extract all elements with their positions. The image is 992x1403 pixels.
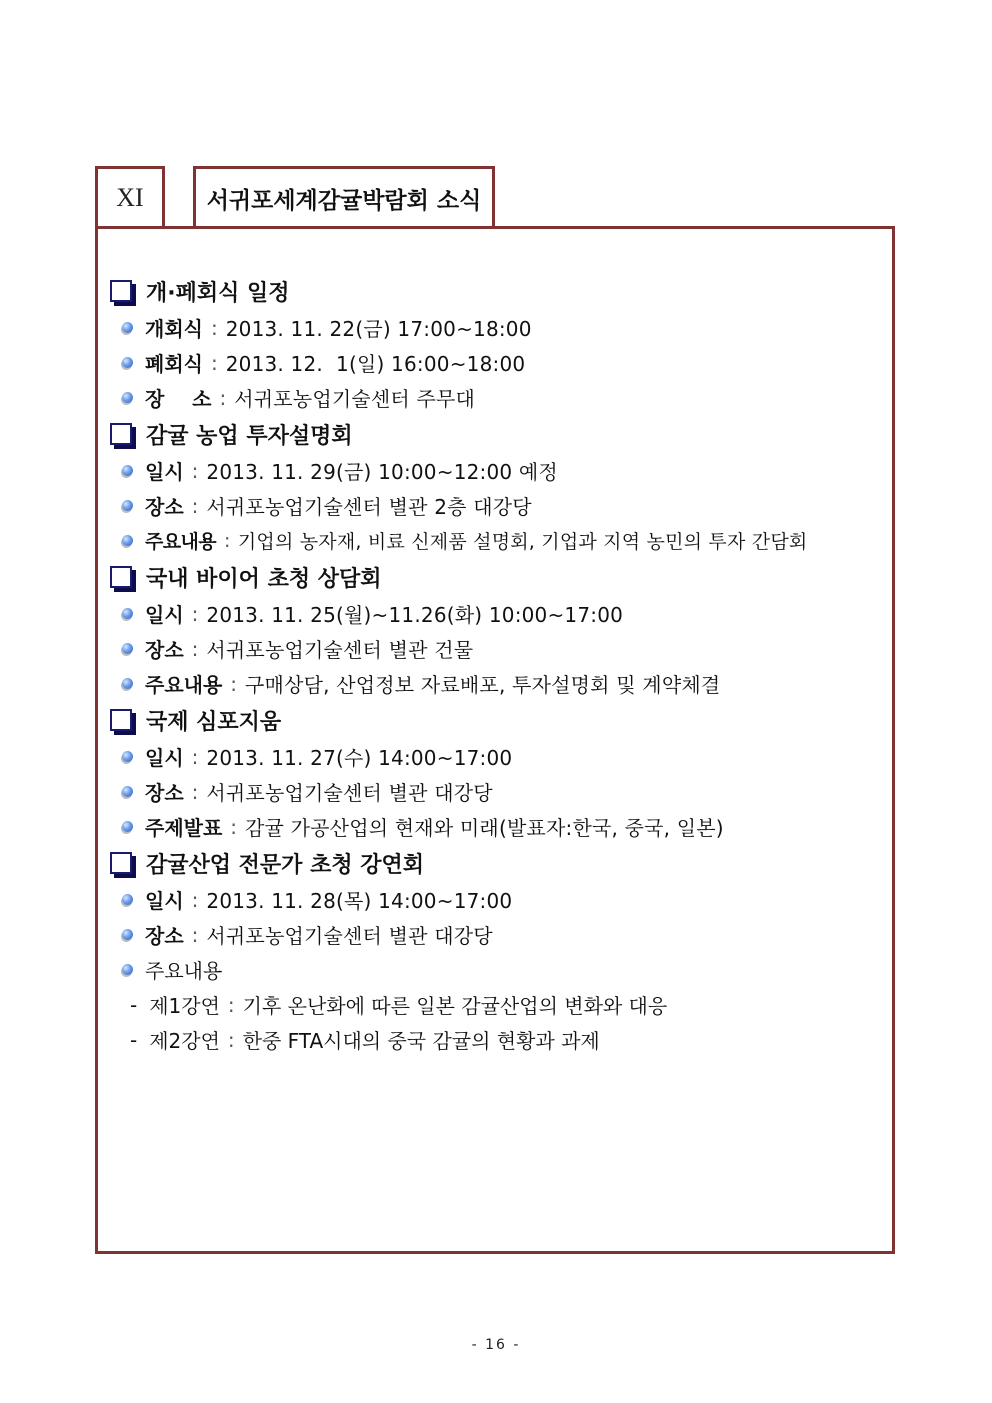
item-label: 폐회식: [145, 352, 203, 376]
item-value: 서귀포농업기술센터 주무대: [234, 387, 476, 411]
item-value: 2013. 11. 28(목) 14:00~17:00: [206, 889, 513, 913]
item-separator: :: [191, 458, 199, 483]
item-value: 서귀포농업기술센터 별관 건물: [206, 638, 474, 662]
item-value: 2013. 11. 22(금) 17:00~18:00: [225, 317, 532, 341]
item-label: 주요내용: [145, 531, 217, 553]
list-item: [110, 631, 900, 666]
section-heading: [110, 415, 900, 453]
square-bullet-icon: [110, 709, 132, 731]
section-heading: [110, 844, 900, 882]
list-item: [110, 453, 900, 488]
sub-item-value: 기후 온난화에 따른 일본 감귤산업의 변화와 대응: [242, 994, 668, 1018]
list-item: [110, 882, 900, 917]
dash-bullet: -: [130, 1027, 138, 1052]
item-value: 서귀포농업기술센터 별관 대강당: [206, 924, 493, 948]
item-label: 장 소: [145, 387, 212, 411]
page-number: - 16 -: [471, 1337, 521, 1353]
list-item: [110, 774, 900, 809]
item-value: 2013. 12. 1(일) 16:00~18:00: [225, 352, 526, 376]
blue-dot-icon: [122, 535, 133, 546]
sub-list-item: [110, 987, 900, 1022]
list-item: [110, 809, 900, 844]
blue-dot-icon: [122, 678, 133, 689]
item-separator: :: [191, 493, 199, 518]
list-item: [110, 596, 900, 631]
section-title: 국제 심포지움: [146, 709, 282, 735]
item-value: 기업의 농자재, 비료 신제품 설명회, 기업과 지역 농민의 투자 간담회: [237, 531, 808, 553]
item-label: 주요내용: [145, 673, 223, 697]
item-value: 서귀포농업기술센터 별관 대강당: [206, 781, 493, 805]
sub-list-item: [110, 1022, 900, 1057]
content-body: [110, 272, 900, 1057]
item-separator: :: [210, 350, 218, 375]
square-bullet-icon: [110, 852, 132, 874]
sub-item-label: 제1강연: [149, 994, 220, 1018]
list-item: [110, 488, 900, 523]
item-value: 2013. 11. 25(월)~11.26(화) 10:00~17:00: [206, 603, 624, 627]
list-item: [110, 666, 900, 701]
item-label: 장소: [145, 495, 184, 519]
blue-dot-icon: [122, 929, 133, 940]
list-item: [110, 310, 900, 345]
blue-dot-icon: [122, 500, 133, 511]
blue-dot-icon: [122, 357, 133, 368]
item-separator: :: [191, 744, 199, 769]
blue-dot-icon: [122, 608, 133, 619]
item-label: 장소: [145, 638, 184, 662]
section-title: 개·페회식 일정: [146, 280, 290, 306]
item-label: 개회식: [145, 317, 203, 341]
item-separator: :: [191, 601, 199, 626]
sub-item-value: 한중 FTA시대의 중국 감귤의 현황과 과제: [242, 1029, 600, 1053]
square-bullet-icon: [110, 280, 132, 302]
chapter-title: 서귀포세계감귤박람회 소식: [206, 187, 482, 214]
item-label: 일시: [145, 746, 184, 770]
list-item: [110, 739, 900, 774]
item-separator: :: [224, 529, 230, 552]
sub-item-label: 제2강연: [149, 1029, 220, 1053]
square-bullet-icon: [110, 423, 132, 445]
section-heading: [110, 701, 900, 739]
item-separator: :: [191, 887, 199, 912]
blue-dot-icon: [122, 465, 133, 476]
item-separator: :: [219, 385, 227, 410]
list-item: [110, 952, 900, 987]
item-label: 주요내용: [145, 959, 223, 983]
section-heading: [110, 558, 900, 596]
chapter-number: XI: [116, 183, 144, 212]
section-title: 감귤 농업 투자설명회: [146, 423, 353, 449]
square-bullet-icon: [110, 566, 132, 588]
blue-dot-icon: [122, 964, 133, 975]
item-value: 감귤 가공산업의 현재와 미래(발표자:한국, 중국, 일본): [245, 816, 724, 840]
item-separator: :: [227, 1027, 235, 1052]
blue-dot-icon: [122, 392, 133, 403]
section-heading: [110, 272, 900, 310]
chapter-title-box: [193, 166, 495, 227]
item-label: 일시: [145, 603, 184, 627]
item-separator: :: [191, 922, 199, 947]
list-item: [110, 917, 900, 952]
item-separator: :: [230, 671, 238, 696]
item-separator: :: [230, 814, 238, 839]
list-item: [110, 523, 900, 558]
list-item: [110, 380, 900, 415]
item-separator: :: [210, 315, 218, 340]
item-label: 장소: [145, 781, 184, 805]
chapter-number-box: [95, 166, 165, 227]
blue-dot-icon: [122, 894, 133, 905]
item-value: 2013. 11. 27(수) 14:00~17:00: [206, 746, 513, 770]
item-separator: :: [191, 636, 199, 661]
blue-dot-icon: [122, 643, 133, 654]
item-value: 서귀포농업기술센터 별관 2층 대강당: [206, 495, 532, 519]
item-label: 일시: [145, 889, 184, 913]
section-title: 국내 바이어 초청 상담회: [146, 566, 382, 592]
blue-dot-icon: [122, 322, 133, 333]
blue-dot-icon: [122, 786, 133, 797]
item-separator: :: [191, 779, 199, 804]
item-label: 주제발표: [145, 816, 223, 840]
list-item: [110, 345, 900, 380]
item-value: 2013. 11. 29(금) 10:00~12:00 예정: [206, 460, 558, 484]
item-label: 일시: [145, 460, 184, 484]
blue-dot-icon: [122, 821, 133, 832]
item-separator: :: [227, 992, 235, 1017]
item-value: 구매상담, 산업정보 자료배포, 투자설명회 및 계약체결: [245, 673, 721, 697]
dash-bullet: -: [130, 992, 138, 1017]
blue-dot-icon: [122, 751, 133, 762]
section-title: 감귤산업 전문가 초청 강연회: [146, 852, 425, 878]
item-label: 장소: [145, 924, 184, 948]
